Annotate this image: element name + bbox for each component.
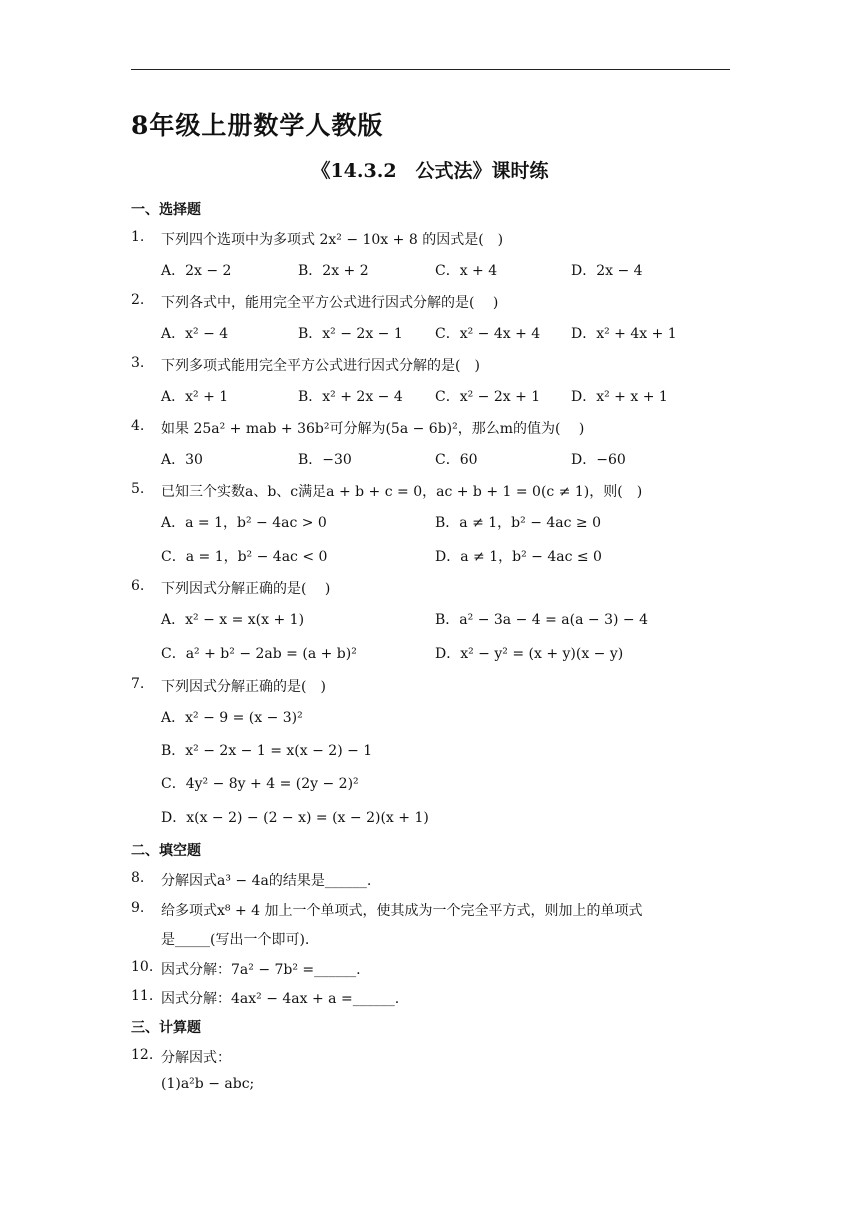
question-stem: 下列各式中，能用完全平方公式进行因式分解的是( ) [161, 295, 499, 311]
section-heading-calc: 三、计算题 [131, 1020, 201, 1036]
question-stem: 分解因式： [161, 1050, 231, 1066]
option-c: C．x + 4 [435, 263, 498, 279]
option-d: D．2x − 4 [571, 263, 643, 279]
question-stem: 如果 25a² + mab + 36b²可分解为(5a − 6b)²，那么m的值为( ) [161, 421, 585, 437]
option-c: C．a = 1，b² − 4ac < 0 [161, 549, 328, 565]
question-stem: 给多项式x⁸ + 4 加上一个单项式，使其成为一个完全平方式，则加上的单项式 [161, 903, 643, 919]
option-d: D．x² + x + 1 [571, 389, 668, 405]
question-number: 9. [131, 900, 145, 916]
option-c: C．60 [435, 452, 478, 468]
question-stem: 因式分解：4ax² − 4ax + a =______. [161, 991, 400, 1007]
question-stem: 下列因式分解正确的是( ) [161, 581, 331, 597]
option-a: A．2x − 2 [161, 263, 232, 279]
header-rule [131, 69, 730, 70]
question-stem: 已知三个实数a、b、c满足a + b + c = 0，ac + b + 1 = 0(c ≠ 1)，则( ) [161, 484, 643, 500]
option-c: C．x² − 2x + 1 [435, 389, 541, 405]
question-number: 8. [131, 870, 145, 886]
option-b: B．a ≠ 1，b² − 4ac ≥ 0 [435, 515, 602, 531]
question-stem: 分解因式a³ − 4a的结果是______. [161, 873, 372, 889]
option-d: D．a ≠ 1，b² − 4ac ≤ 0 [435, 549, 602, 565]
option-a: A．x² − x = x(x + 1) [161, 612, 305, 628]
question-stem: 下列四个选项中为多项式 2x² − 10x + 8 的因式是( ) [161, 232, 504, 248]
option-b: B．−30 [298, 452, 352, 468]
option-c: C．4y² − 8y + 4 = (2y − 2)² [161, 776, 359, 792]
question-number: 6. [131, 578, 145, 594]
question-number: 11. [131, 988, 154, 1004]
question-number: 3. [131, 355, 145, 371]
option-c: C．x² − 4x + 4 [435, 326, 541, 342]
option-a: A．x² + 1 [161, 389, 229, 405]
section-heading-choice: 一、选择题 [131, 202, 201, 218]
question-number: 5. [131, 481, 145, 497]
lesson-title: 《14.3.2 公式法》课时练 [311, 160, 549, 182]
question-part: (1)a²b − abc; [161, 1076, 255, 1092]
option-b: B．a² − 3a − 4 = a(a − 3) − 4 [435, 612, 648, 628]
option-a: A．x² − 4 [161, 326, 229, 342]
question-number: 7. [131, 676, 145, 692]
option-c: C．a² + b² − 2ab = (a + b)² [161, 646, 357, 662]
question-number: 1. [131, 229, 145, 245]
question-stem-continued: 是_____(写出一个即可). [161, 932, 310, 948]
option-b: B．x² − 2x − 1 = x(x − 2) − 1 [161, 743, 373, 759]
option-d: D．x² + 4x + 1 [571, 326, 677, 342]
question-number: 12. [131, 1047, 154, 1063]
option-b: B．x² − 2x − 1 [298, 326, 403, 342]
option-a: A．a = 1，b² − 4ac > 0 [161, 515, 327, 531]
question-number: 4. [131, 418, 145, 434]
option-a: A．x² − 9 = (x − 3)² [161, 710, 303, 726]
option-b: B．x² + 2x − 4 [298, 389, 403, 405]
question-stem: 因式分解：7a² − 7b² =______. [161, 962, 361, 978]
question-stem: 下列因式分解正确的是( ) [161, 679, 326, 695]
question-stem: 下列多项式能用完全平方公式进行因式分解的是( ) [161, 358, 480, 374]
question-number: 2. [131, 292, 145, 308]
section-heading-fill: 二、填空题 [131, 843, 201, 859]
option-a: A．30 [161, 452, 203, 468]
option-d: D．x(x − 2) − (2 − x) = (x − 2)(x + 1) [161, 810, 429, 826]
option-d: D．−60 [571, 452, 626, 468]
option-d: D．x² − y² = (x + y)(x − y) [435, 646, 624, 662]
option-b: B．2x + 2 [298, 263, 369, 279]
question-number: 10. [131, 959, 154, 975]
document-title: 8年级上册数学人教版 [131, 111, 384, 140]
